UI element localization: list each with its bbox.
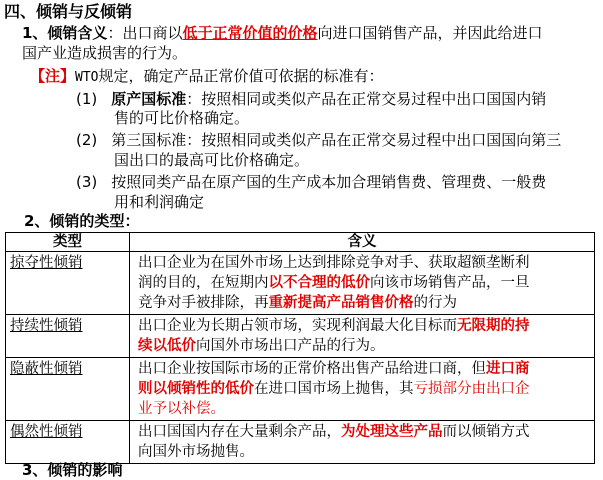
row-type: 掠夺性倾销 (6, 252, 130, 315)
note-line (30, 66, 384, 88)
table-row (6, 315, 595, 358)
row-meaning: 出口企业为长期占领市场，实现利润最大化目标而无限期的持 续以低价向国外市场出口产品的行为。 (130, 315, 595, 358)
dumping-types-table (5, 232, 595, 464)
standard-2-text-1: 第三国标准：按照相同或类似产品在正常交易过程中出口国国向第三 (111, 131, 562, 149)
definition-highlight: 低于正常价值的价格 (182, 24, 318, 42)
standard-2-line-1 (76, 130, 561, 150)
row-meaning: 出口企业按国际市场的正常价格出售产品给进口商，但进口商 则以倾销性的低价在进口国市场上抛售，其亏损部分由出口企 业予以补偿。 (130, 358, 595, 421)
row-type: 偶然性倾销 (6, 421, 130, 464)
table-row (6, 252, 595, 315)
definition-text-1: 出口商以 (122, 24, 183, 42)
table-header-row (6, 233, 595, 252)
table-row (6, 358, 595, 421)
footer-partial-heading: 3、倾销的影响 (22, 461, 123, 479)
row-type: 持续性倾销 (6, 315, 130, 358)
standard-1-line-2: 售的可比价格确定。 (114, 109, 250, 127)
note-prefix: WTO (75, 70, 99, 85)
note-text: 规定，确定产品正常价值可依据的标准有： (98, 67, 384, 85)
standard-1-text-1: ：按照相同或类似产品在正常交易过程中出口国国内销 (186, 90, 547, 108)
definition-text-2: 向进口国销售产品，并因此给进口 (317, 24, 543, 42)
standard-2-line-2: 国出口的最高可比价格确定。 (114, 151, 310, 169)
note-tag: 【注】 (30, 67, 76, 85)
standard-2-num: (2) (76, 131, 98, 149)
definition-line-2: 国产业造成损害的行为。 (22, 44, 188, 62)
standard-3-line-2: 用和利润确定 (114, 193, 205, 211)
row-meaning: 出口国国内存在大量剩余产品，为处理这些产品而以倾销方式 向国外市场抛售。 (130, 421, 595, 464)
row-meaning: 出口企业为在国外市场上达到排除竞争对手、获取超额垄断利 润的目的，在短期内以不合理的低价向该市场销售产品，一旦 竞争对手被排除，再重新提高产品销售价格的行为 (130, 252, 595, 315)
definition-line-1 (22, 23, 543, 43)
definition-label: 1、倾销含义 (22, 24, 108, 42)
header-type: 类型 (6, 233, 130, 252)
header-meaning: 含义 (130, 233, 595, 252)
definition-colon: ： (107, 24, 123, 42)
standard-1-label: 原产国标准 (111, 90, 187, 108)
standard-3-text-1: 按照同类产品在原产国的生产成本加合理销售费、管理费、一般费 (111, 173, 547, 191)
row-type: 隐蔽性倾销 (6, 358, 130, 421)
standard-3-num: (3) (76, 173, 98, 191)
section-title: 四、倾销与反倾销 (4, 2, 133, 21)
standard-1-num: (1) (76, 90, 98, 108)
table-row (6, 421, 595, 464)
types-title: 2、倾销的类型： (24, 212, 140, 230)
standard-3-line-1 (76, 172, 546, 192)
standard-1-line-1 (76, 89, 546, 109)
